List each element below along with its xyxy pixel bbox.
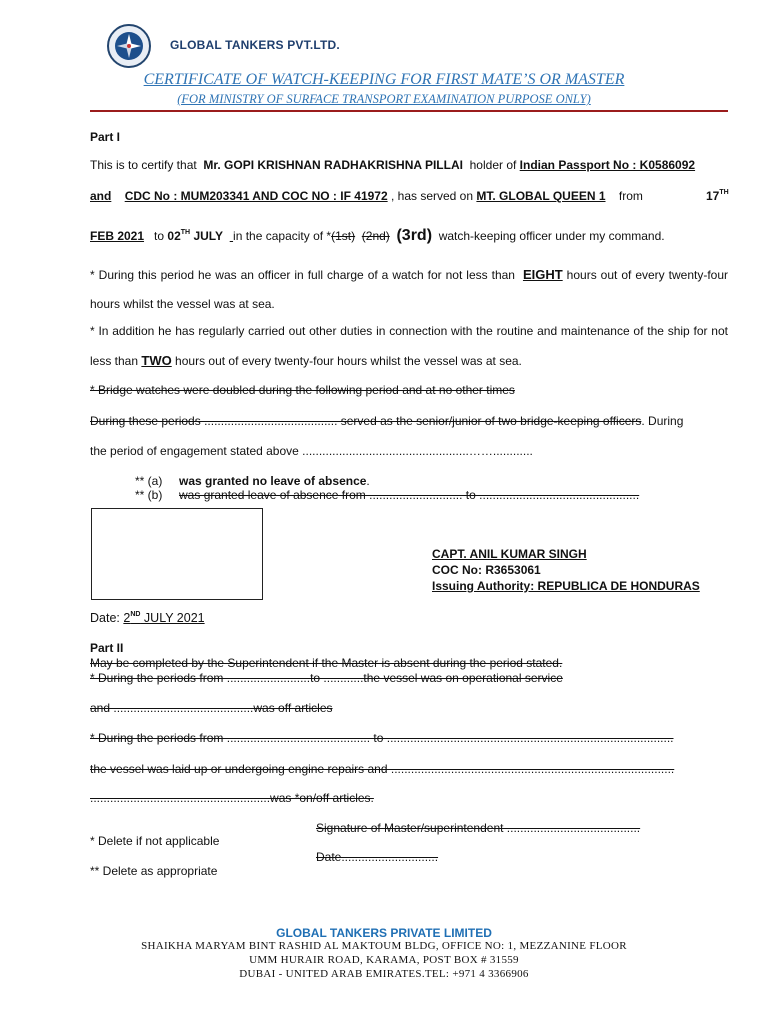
signatory-coc: COC No: R3653061 <box>432 563 541 577</box>
part2-line-4: * During the periods from ........................................... to ...................................................................................... <box>90 731 674 745</box>
certificate-title: CERTIFICATE OF WATCH-KEEPING FOR FIRST MATE’S OR MASTER <box>143 71 625 88</box>
footer-address-2: UMM HURAIR ROAD, KARAMA, POST BOX # 31559 <box>249 954 519 966</box>
title-divider <box>90 110 728 112</box>
certify-line-3: FEB 2021 to 02TH JULY in the capacity of *(1st) (2nd) (3rd) watch-keeping officer under my command. <box>90 227 665 244</box>
certificate-subtitle: (FOR MINISTRY OF SURFACE TRANSPORT EXAMINATION PURPOSE ONLY) <box>177 92 591 106</box>
periods-line: During these periods ........................................ served as the senior/junior of two bridge-keeping officers. During <box>90 414 684 428</box>
from-day: 17TH <box>706 189 729 203</box>
passport-number: Indian Passport No : K0586092 <box>519 158 696 172</box>
cdc-coc-number: CDC No : MUM203341 AND COC NO : IF 41972 <box>124 189 388 203</box>
part2-line-2: * During the periods from .........................to ............the vessel was on operational service <box>90 671 563 685</box>
footer-address-3: DUBAI - UNITED ARAB EMIRATES.TEL: +971 4 3366906 <box>239 968 529 980</box>
part2-date-line: Date............................. <box>316 850 439 864</box>
vessel-name: MT. GLOBAL QUEEN 1 <box>476 189 606 203</box>
certify-line-1: This is to certify that Mr. GOPI KRISHNAN RADHAKRISHNA PILLAI holder of Indian Passport No : K0586092 <box>90 158 696 172</box>
footer-company: GLOBAL TANKERS PRIVATE LIMITED <box>276 926 492 940</box>
seafarer-name: Mr. GOPI KRISHNAN RADHAKRISHNA PILLAI <box>203 158 463 172</box>
bridge-watch-line: * Bridge watches were doubled during the following period and at no other times <box>90 383 515 397</box>
part2-line-1: May be completed by the Superintendent if the Master is absent during the period stated. <box>90 656 563 670</box>
engagement-line: the period of engagement stated above ..................................................……............ <box>90 444 533 458</box>
issuing-authority: Issuing Authority: REPUBLICA DE HONDURAS <box>432 579 700 593</box>
stamp-box <box>91 508 263 600</box>
company-name: GLOBAL TANKERS PVT.LTD. <box>170 38 340 52</box>
certify-line-2: and CDC No : MUM203341 AND COC NO : IF 41972 , has served on MT. GLOBAL QUEEN 1 from <box>90 189 643 203</box>
signature-line: Signature of Master/superintendent ........................................ <box>316 821 641 835</box>
leave-option-a: ** (a) was granted no leave of absence. <box>135 474 370 488</box>
part2-line-3: and ..........................................was off articles <box>90 701 333 715</box>
part1-heading: Part I <box>90 130 121 144</box>
part2-line-5: the vessel was laid up or undergoing engine repairs and ..................................................................................... <box>90 762 675 776</box>
leave-option-b: ** (b) was granted leave of absence from ............................ to ................................................ <box>135 488 640 502</box>
company-logo <box>104 23 154 69</box>
duties-paragraph: * In addition he has regularly carried out other duties in connection with the routine and maintenance of the ship for not less than TWO hours out of every twenty-four hours whilst the vessel was at sea. <box>90 324 728 368</box>
capacity-selected: (3rd) <box>396 227 433 244</box>
signatory-name: CAPT. ANIL KUMAR SINGH <box>432 547 587 561</box>
part2-heading: Part II <box>90 641 124 655</box>
part2-line-6: ......................................................was *on/off articles. <box>90 791 374 805</box>
watch-paragraph: * During this period he was an officer in full charge of a watch for not less than EIGHT hours out of every twenty-four hours whilst the vessel was at sea. <box>90 267 728 311</box>
from-month-year: FEB 2021 <box>90 229 145 243</box>
to-date: 02TH JULY <box>167 229 224 243</box>
note-delete-as: ** Delete as appropriate <box>90 864 218 878</box>
certificate-date: Date: 2ND JULY 2021 <box>90 611 205 625</box>
note-delete-if: * Delete if not applicable <box>90 834 220 848</box>
footer-address-1: SHAIKHA MARYAM BINT RASHID AL MAKTOUM BLDG, OFFICE NO: 1, MEZZANINE FLOOR <box>141 940 627 952</box>
